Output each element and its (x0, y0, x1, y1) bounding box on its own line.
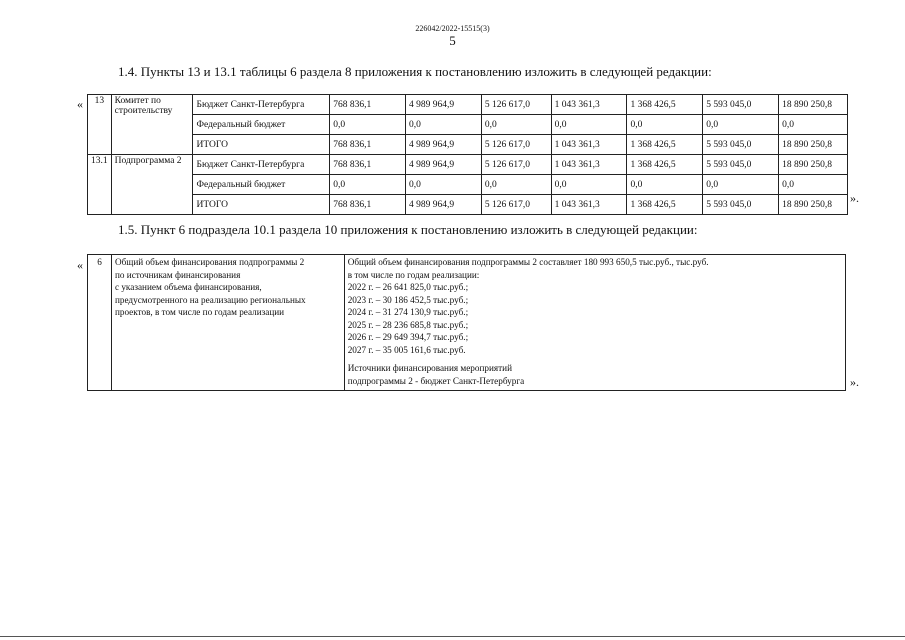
value-cell: 1 368 426,5 (627, 135, 703, 155)
value-cell: 0,0 (779, 115, 848, 135)
table-row (88, 175, 848, 195)
label-line: Общий объем финансирования подпрограммы 2 (114, 257, 305, 267)
value-cell: 0,0 (703, 175, 779, 195)
value-cell: 4 989 964,9 (406, 195, 482, 215)
detail-line: 2023 г. – 30 186 452,5 тыс.руб.; (347, 294, 469, 305)
value-cell: 0,0 (406, 115, 482, 135)
financing-table (87, 94, 848, 215)
page-bottom-edge (0, 636, 905, 640)
value-cell: 0,0 (551, 115, 627, 135)
label-line: с указанием объема финансирования, (114, 282, 262, 292)
value-cell: 18 890 250,8 (779, 95, 848, 115)
financing-description-table (87, 254, 846, 391)
value-cell: 1 043 361,3 (551, 195, 627, 215)
close-quote-1: ». (850, 191, 859, 205)
value-cell: 0,0 (481, 115, 551, 135)
source-line: Источники финансирования мероприятий (347, 363, 512, 373)
funding-source: ИТОГО (193, 195, 330, 215)
funding-source: Федеральный бюджет (193, 175, 330, 195)
detail-line: Общий объем финансирования подпрограммы 2 составляет 180 993 650,5 тыс.руб., тыс.руб. (347, 257, 709, 267)
open-quote-2: « (77, 258, 83, 272)
value-cell: 0,0 (551, 175, 627, 195)
row-number: 6 (88, 255, 112, 391)
value-cell: 0,0 (779, 175, 848, 195)
table-row (88, 135, 848, 155)
funding-source: Бюджет Санкт-Петербурга (193, 155, 330, 175)
table-row (88, 155, 848, 175)
value-cell: 5 593 045,0 (703, 195, 779, 215)
page-number: 5 (449, 33, 456, 48)
financing-label-cell (111, 255, 344, 391)
label-line: предусмотренного на реализацию региональных (114, 294, 306, 305)
value-cell: 5 126 617,0 (481, 195, 551, 215)
label-line: проектов, в том числе по годам реализации (114, 307, 285, 317)
value-cell: 4 989 964,9 (406, 155, 482, 175)
value-cell: 0,0 (627, 115, 703, 135)
value-cell: 5 593 045,0 (703, 95, 779, 115)
detail-line: 2027 г. – 35 005 161,6 тыс.руб. (347, 344, 466, 355)
row-name: Подпрограмма 2 (111, 155, 193, 215)
value-cell: 0,0 (627, 175, 703, 195)
value-cell: 1 043 361,3 (551, 135, 627, 155)
value-cell: 4 989 964,9 (406, 135, 482, 155)
table-row (88, 115, 848, 135)
value-cell: 0,0 (406, 175, 482, 195)
value-cell: 1 368 426,5 (627, 155, 703, 175)
row-number: 13 (88, 95, 112, 155)
value-cell: 5 126 617,0 (481, 155, 551, 175)
table-row (88, 255, 846, 391)
value-cell: 5 126 617,0 (481, 135, 551, 155)
value-cell: 4 989 964,9 (406, 95, 482, 115)
open-quote-1: « (77, 97, 83, 111)
value-cell: 0,0 (703, 115, 779, 135)
value-cell: 18 890 250,8 (779, 155, 848, 175)
document-id: 226042/2022-15515(3) (415, 24, 490, 33)
value-cell: 1 043 361,3 (551, 155, 627, 175)
row-name: Комитет по строительству (111, 95, 193, 155)
detail-line: 2024 г. – 31 274 130,9 тыс.руб.; (347, 307, 469, 317)
source-line: подпрограммы 2 - бюджет Санкт-Петербурга (347, 375, 525, 386)
value-cell: 5 593 045,0 (703, 135, 779, 155)
detail-line: в том числе по годам реализации: (347, 269, 480, 280)
table-row (88, 195, 848, 215)
detail-line: 2022 г. – 26 641 825,0 тыс.руб.; (347, 282, 469, 292)
detail-line: 2025 г. – 28 236 685,8 тыс.руб.; (347, 319, 469, 330)
value-cell: 768 836,1 (330, 95, 406, 115)
value-cell: 5 593 045,0 (703, 155, 779, 175)
table-row (88, 95, 848, 115)
funding-source: Бюджет Санкт-Петербурга (193, 95, 330, 115)
row-number: 13.1 (88, 155, 112, 215)
value-cell: 1 368 426,5 (627, 95, 703, 115)
value-cell: 1 043 361,3 (551, 95, 627, 115)
value-cell: 0,0 (330, 175, 406, 195)
value-cell: 768 836,1 (330, 195, 406, 215)
section-1-4-heading: 1.4. Пункты 13 и 13.1 таблицы 6 раздела 8 приложения к постановлению изложить в следующей редакции: (118, 64, 712, 79)
section-1-5-heading: 1.5. Пункт 6 подраздела 10.1 раздела 10 приложения к постановлению изложить в следующей редакции: (118, 222, 698, 237)
value-cell: 1 368 426,5 (627, 195, 703, 215)
value-cell: 0,0 (481, 175, 551, 195)
value-cell: 5 126 617,0 (481, 95, 551, 115)
label-line: по источникам финансирования (114, 269, 241, 280)
value-cell: 0,0 (330, 115, 406, 135)
value-cell: 768 836,1 (330, 155, 406, 175)
close-quote-2: ». (850, 375, 859, 389)
value-cell: 18 890 250,8 (779, 195, 848, 215)
funding-source: ИТОГО (193, 135, 330, 155)
detail-line: 2026 г. – 29 649 394,7 тыс.руб.; (347, 332, 469, 342)
value-cell: 768 836,1 (330, 135, 406, 155)
financing-detail-cell (344, 255, 845, 391)
funding-source: Федеральный бюджет (193, 115, 330, 135)
value-cell: 18 890 250,8 (779, 135, 848, 155)
